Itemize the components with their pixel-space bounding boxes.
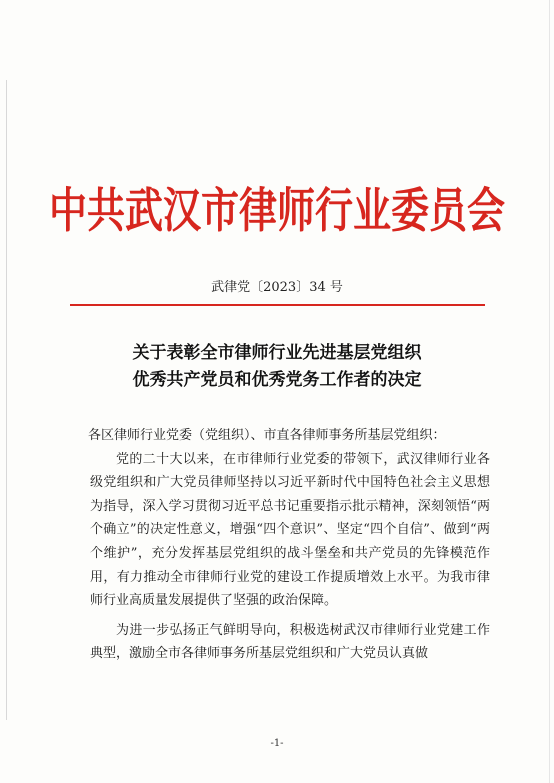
body-paragraph-2: 为进一步弘扬正气鲜明导向，积极选树武汉市律师行业党建工作典型，激励全市各律师事务所基层党组织和广大党员认真做 [90, 622, 490, 662]
salutation: 各区律师行业党委（党组织）、市直各律师事务所基层党组织： [88, 428, 446, 443]
issuer-header: 中共武汉市律师行业委员会 [48, 182, 505, 239]
document-title-line-2: 优秀共产党员和优秀党务工作者的决定 [132, 370, 422, 390]
body-paragraph-1: 党的二十大以来，在市律师行业党委的带领下，武汉律师行业各级党组织和广大党员律师坚持以习近平新时代中国特色社会主义思想为指导，深入学习贯彻习近平总书记重要指示批示精神，深刻领悟“两个确立”的决定性意义，增强“四个意识”、坚定“四个自信”、做到“两个维护”，充分发挥基层党组织的战斗堡垒和共产党员的先锋模范作用，有力推动全市律师行业党的建设工作提质增效上水平。为我市律师行业高质量发展提供了坚强的政治保障。 [90, 451, 490, 609]
page-number: -1- [270, 738, 284, 749]
red-divider-line [70, 304, 485, 306]
document-title-line-1: 关于表彰全市律师行业先进基层党组织 [132, 343, 422, 363]
document-number: 武律党〔2023〕34 号 [211, 280, 343, 295]
document-body [90, 424, 490, 666]
document-title [0, 340, 554, 394]
